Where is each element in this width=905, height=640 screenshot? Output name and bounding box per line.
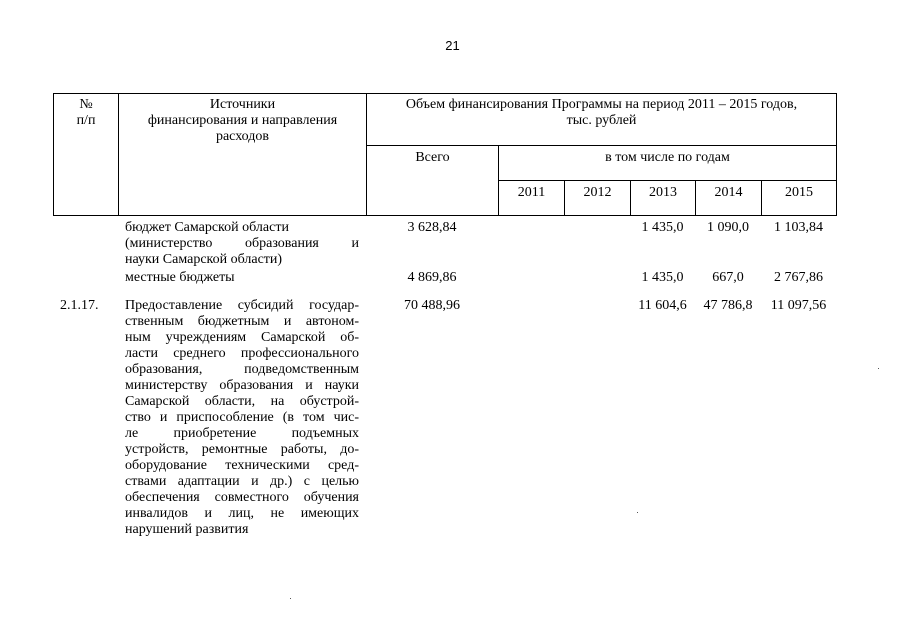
scan-speck [878, 368, 879, 369]
header-year-2014: 2014 [714, 185, 743, 200]
row-source-line: (министерство образования и [125, 236, 359, 251]
row-source-line: ле приобретение подъемных [125, 426, 359, 441]
row-source-line: ласти среднего профессионального [125, 346, 359, 361]
header-year-2015: 2015 [785, 185, 813, 200]
scan-speck [290, 598, 291, 599]
scan-speck [637, 512, 638, 513]
row-number: 2.1.17. [60, 298, 99, 313]
row-source-line: инвалидов и лиц, не имеющих [125, 506, 359, 521]
row-total: 70 488,96 [404, 298, 460, 313]
row-source-line: ственным бюджетным и автоном- [125, 314, 359, 329]
header-funding-title: Объем финансирования Программы на период 2011 – 2015 годов, [405, 97, 798, 112]
row-2013: 1 435,0 [641, 270, 684, 285]
row-source-line: образования, подведомственным [125, 362, 359, 377]
row-2015: 11 097,56 [770, 298, 827, 313]
row-2014: 667,0 [712, 270, 744, 285]
row-source-line: устройств, ремонтные работы, до- [125, 442, 359, 457]
header-year-2011: 2011 [517, 185, 546, 200]
row-source-line: ствами адаптации и др.) с целью [125, 474, 359, 489]
row-2015: 1 103,84 [774, 220, 823, 235]
row-source-line: Предоставление субсидий государ- [125, 298, 359, 313]
row-source-line: нарушений развития [125, 522, 249, 537]
header-total: Всего [415, 150, 450, 165]
row-source-line: науки Самарской области) [125, 252, 283, 267]
row-2013: 1 435,0 [641, 220, 684, 235]
header-year-2012: 2012 [583, 185, 612, 200]
row-source-line: ным учреждениям Самарской об- [125, 330, 359, 345]
row-total: 3 628,84 [407, 220, 457, 235]
header-funding-unit: тыс. рублей [566, 113, 637, 128]
page-number: 21 [445, 38, 460, 53]
row-2014: 1 090,0 [707, 220, 749, 235]
row-source-line: местные бюджеты [125, 270, 235, 285]
row-2015: 2 767,86 [774, 270, 823, 285]
row-source-line: ство и приспособление (в том чис- [125, 410, 359, 425]
row-source-line: оборудование техническими сред- [125, 458, 359, 473]
row-source-line: Самарской области, на обустрой- [125, 394, 359, 409]
row-source-line: министерству образования и науки [125, 378, 359, 393]
row-total: 4 869,86 [407, 270, 457, 285]
header-year-2013: 2013 [649, 185, 677, 200]
row-2014: 47 786,8 [703, 298, 753, 313]
header-number: № п/п [76, 97, 96, 128]
row-source-line: бюджет Самарской области [125, 220, 289, 235]
row-2013: 11 604,6 [638, 298, 687, 313]
header-by-years: в том числе по годам [605, 150, 730, 165]
header-source: Источники финансирования и направления расходов [147, 97, 338, 144]
row-source-line: обеспечения совместного обучения [125, 490, 359, 505]
